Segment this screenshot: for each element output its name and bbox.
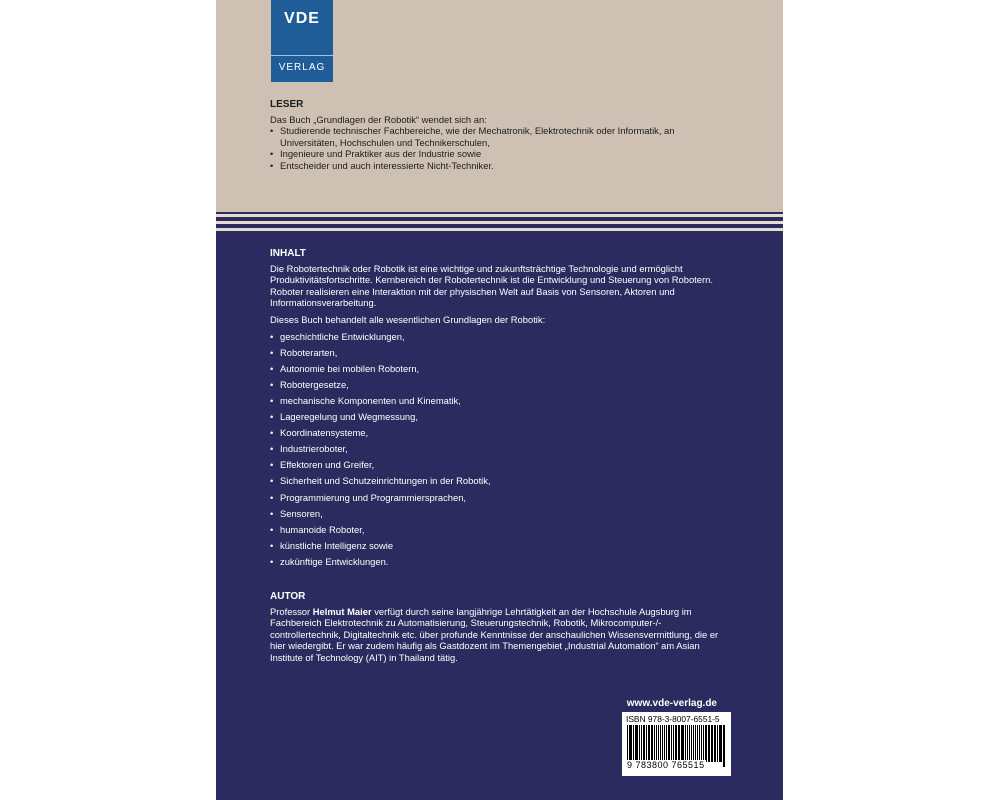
- barcode-bar: [656, 725, 657, 762]
- barcode-bar: [662, 725, 663, 762]
- barcode-bar: [705, 725, 707, 762]
- book-back-cover: [216, 0, 783, 800]
- barcode-bar: [701, 725, 702, 762]
- list-item: • Industrieroboter,: [270, 443, 730, 455]
- list-item: • Sicherheit und Schutzeinrichtungen in der Robotik,: [270, 475, 730, 487]
- barcode-bar: [646, 725, 647, 762]
- list-item: • Entscheider und auch interessierte Nicht-Techniker.: [270, 160, 730, 172]
- list-item: • Studierende technischer Fachbereiche, wie der Mechatronik, Elektrotechnik oder Informatik, an Universitäten, Hochschulen und Technikerschulen,: [270, 125, 730, 148]
- list-item: • Ingenieure und Praktiker aus der Industrie sowie: [270, 148, 730, 160]
- barcode-bar: [643, 725, 644, 762]
- barcode-bar: [708, 725, 709, 762]
- vde-verlag-logo: [271, 0, 333, 82]
- inhalt-paragraph: Dieses Buch behandelt alle wesentlichen Grundlagen der Robotik:: [270, 313, 546, 325]
- isbn-barcode: [622, 712, 731, 776]
- list-item: • humanoide Roboter,: [270, 524, 730, 536]
- barcode-bar: [639, 725, 640, 762]
- barcode-bar: [709, 725, 710, 762]
- leser-intro: Das Buch „Grundlagen der Robotik“ wendet sich an:: [270, 113, 487, 125]
- list-item: • Effektoren und Greifer,: [270, 459, 730, 471]
- barcode-bar: [649, 725, 650, 762]
- list-item: • Robotergesetze,: [270, 379, 730, 391]
- barcode-bar: [660, 725, 661, 762]
- barcode-bar: [633, 725, 634, 762]
- barcode-bar: [682, 725, 684, 762]
- barcode-bar: [697, 725, 698, 762]
- barcode-bar: [641, 725, 642, 762]
- barcode-bar: [717, 725, 718, 762]
- barcode-bar: [681, 725, 682, 762]
- list-item: • mechanische Komponenten und Kinematik,: [270, 395, 730, 407]
- barcode-bar: [689, 725, 690, 762]
- list-item: • geschichtliche Entwicklungen,: [270, 331, 730, 343]
- barcode-bar: [695, 725, 696, 762]
- list-item: • künstliche Intelligenz sowie: [270, 540, 730, 552]
- inhalt-list: [270, 331, 730, 568]
- barcode-bar: [693, 725, 694, 762]
- leser-list: [270, 125, 730, 171]
- barcode-bar: [685, 725, 686, 762]
- author-paragraph: [270, 606, 730, 664]
- barcode-bar: [687, 725, 688, 762]
- inhalt-paragraph: Die Robotertechnik oder Robotik ist eine wichtige und zukunftsträchtige Technologie und ermöglicht Produktivitätsfortschritte. Kernbereich der Robotertechnik ist die Entwicklung und Steuerung von Robotern. Roboter realisieren eine Interaktion mit der physischen Welt auf Basis von Sensoren, Aktoren und Informationsverarbeitung.: [270, 262, 713, 309]
- barcode-bar: [654, 725, 655, 762]
- barcode-bar: [666, 725, 667, 762]
- isbn-number: ISBN 978-3-8007-6551-5: [626, 714, 720, 724]
- section-autor: [270, 591, 730, 669]
- barcode-digits: 9 783800 765515: [627, 760, 705, 770]
- barcode-bar: [648, 725, 649, 762]
- list-item: • Programmierung und Programmiersprachen,: [270, 492, 730, 504]
- list-item: • Lageregelung und Wegmessung,: [270, 411, 730, 423]
- section-heading-autor: AUTOR: [270, 591, 306, 602]
- barcode-bar: [636, 725, 638, 762]
- author-name: Helmut Maier: [312, 605, 372, 617]
- barcode-bar: [724, 725, 725, 767]
- barcode-bar: [711, 725, 712, 762]
- author-text: verfügt durch seine langjährige Lehrtätigkeit an der Hochschule Augsburg im Fachbereich Elektrotechnik zu Automatisierung, Steuerungstechnik, Robotik, Mikrocomputer-/-controllertechnik, Digitaltechnik etc. über profunde Kenntnisse der anschaulichen Wissensvermittlung, die er hier wiedergibt. Er war zudem häufig als Gastdozent im Themengebiet „Industrial Automation“ am Asian Institute of Technology (AIT) in Thailand tätig.: [270, 605, 719, 663]
- section-leser: [270, 99, 730, 172]
- barcode-bar: [673, 725, 674, 762]
- section-inhalt: [270, 248, 730, 572]
- barcode-bar: [691, 725, 692, 762]
- barcode-bar: [658, 725, 659, 762]
- barcode-bar: [651, 725, 653, 762]
- barcode-bar: [635, 725, 636, 762]
- barcode-bar: [703, 725, 704, 762]
- stripe-divider: [216, 212, 783, 236]
- logo-rule: [271, 55, 333, 56]
- list-item: • Autonomie bei mobilen Robotern,: [270, 363, 730, 375]
- section-heading-inhalt: INHALT: [270, 248, 306, 259]
- barcode-bar: [699, 725, 700, 762]
- barcode-bar: [678, 725, 679, 762]
- logo-brand: VDE: [284, 10, 320, 27]
- barcode-bar: [719, 725, 721, 762]
- author-prefix: Professor: [270, 605, 313, 617]
- barcode-bar: [668, 725, 670, 762]
- barcode-bar: [671, 725, 672, 762]
- list-item: • zukünftige Entwicklungen.: [270, 556, 730, 568]
- barcode-bar: [723, 725, 724, 767]
- barcode-bar: [664, 725, 665, 762]
- barcode-bar: [714, 725, 715, 762]
- barcode-bar: [630, 725, 631, 762]
- list-item: • Roboterarten,: [270, 347, 730, 359]
- section-heading-leser: LESER: [270, 99, 304, 110]
- logo-sub: VERLAG: [278, 62, 326, 73]
- barcode-bar: [715, 725, 716, 762]
- list-item: • Koordinatensysteme,: [270, 427, 730, 439]
- list-item: • Sensoren,: [270, 508, 730, 520]
- publisher-url: www.vde-verlag.de: [626, 698, 717, 709]
